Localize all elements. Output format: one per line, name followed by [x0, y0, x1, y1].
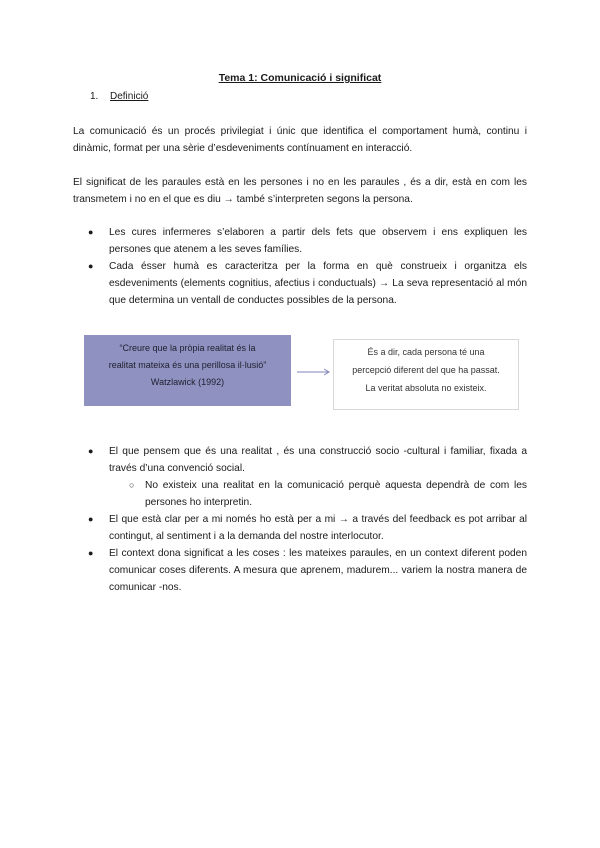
bullet-icon: ●: [88, 446, 94, 456]
paragraph-meaning: El significat de les paraules està en les persones i no en les paraules , és a dir, està en com les transmetem i no en el que es diu → també s’interpreten segons la persona.: [73, 177, 527, 205]
section-label: Definició: [110, 91, 149, 102]
section-heading: [90, 91, 148, 102]
sub-list-item: [73, 477, 527, 511]
list-item: [73, 443, 527, 511]
bullet-icon: ●: [88, 548, 94, 558]
quote-author: Watzlawick (1992): [150, 377, 225, 387]
conclusion-line-1: És a dir, cada persona té una: [367, 347, 485, 357]
bullet-icon: ●: [88, 227, 94, 237]
section-number: 1.: [90, 91, 99, 102]
list-item: [73, 511, 527, 545]
list-item-text: El que pensem que és una realitat , és una construcció socio -cultural i familiar, fixada a través d’una convenció social.: [109, 446, 527, 474]
list-item: [73, 258, 527, 309]
quote-box: [84, 335, 291, 406]
bullet-icon: ●: [88, 514, 94, 524]
bullet-list-1: [73, 224, 527, 309]
list-item-text: El context dona significat a les coses : les mateixes paraules, en un context diferent poden comunicar coses diferents. A mesura que aprenem, madurem... variem la nostra manera de comunicar -nos.: [109, 548, 527, 593]
conclusion-line-2: percepció diferent del que ha passat.: [352, 365, 500, 375]
list-item-text: Cada ésser humà es caracteritza per la forma en què construeix i organitza els esdeveniments (elements cognitius, afectius i conductuals) → La seva representació al món que determina un ventall de conductes possibles de la persona.: [109, 261, 527, 306]
list-item-text: Les cures infermeres s’elaboren a partir dels fets que observem i ens expliquen les persones que atenem a les seves famílies.: [109, 227, 527, 255]
sub-list-item-text: No existeix una realitat en la comunicació perquè aquesta dependrà de com les persones ho interpretin.: [145, 480, 527, 508]
conclusion-line-3: La veritat absoluta no existeix.: [365, 383, 487, 393]
list-item: [73, 224, 527, 258]
bullet-list-2: [73, 443, 527, 596]
list-item-text: El que està clar per a mi només ho està per a mi → a través del feedback es pot arribar al contingut, al sentiment i a la demanda del nostre interlocutor.: [109, 514, 527, 542]
hollow-bullet-icon: ○: [129, 480, 135, 490]
list-item: [73, 545, 527, 596]
quote-line-1: “Creure que la pròpia realitat és la: [119, 343, 256, 353]
sub-list: [109, 477, 527, 511]
quote-line-2: realitat mateixa és una perillosa il·lusió”: [108, 360, 267, 370]
paragraph-definition: La comunicació és un procés privilegiat i únic que identifica el comportament humà, continu i dinàmic, format per una sèrie d’esdeveniments contínuament en interacció.: [73, 126, 527, 154]
page-title: Tema 1: Comunicació i significat: [218, 72, 382, 84]
bullet-icon: ●: [88, 261, 94, 271]
arrow-right-icon: [297, 367, 331, 377]
conclusion-box: [333, 339, 519, 410]
